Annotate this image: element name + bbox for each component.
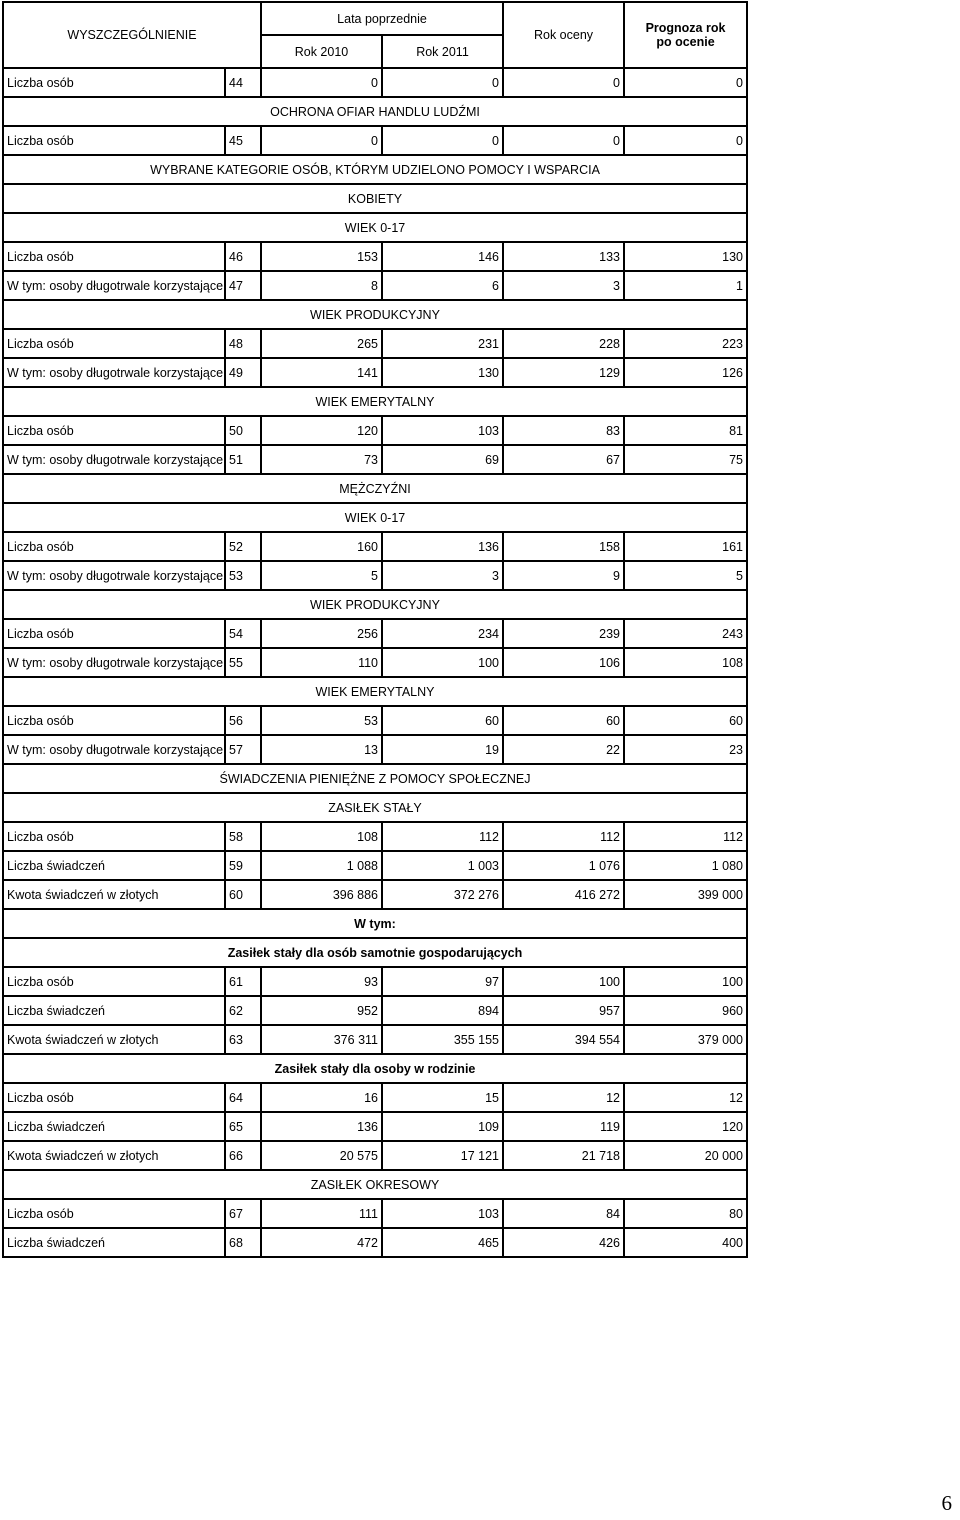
row-label: Liczba świadczeń (3, 1228, 225, 1257)
value-2010: 111 (261, 1199, 382, 1228)
value-assessment-year: 60 (503, 706, 624, 735)
row-number: 53 (225, 561, 261, 590)
value-2011: 109 (382, 1112, 503, 1141)
value-2011: 146 (382, 242, 503, 271)
row-number: 54 (225, 619, 261, 648)
value-2010: 396 886 (261, 880, 382, 909)
value-assessment-year: 21 718 (503, 1141, 624, 1170)
value-assessment-year: 3 (503, 271, 624, 300)
section-heading: OCHRONA OFIAR HANDLU LUDŹMI (3, 97, 747, 126)
value-2011: 130 (382, 358, 503, 387)
value-2011: 15 (382, 1083, 503, 1112)
value-assessment-year: 129 (503, 358, 624, 387)
value-2010: 120 (261, 416, 382, 445)
row-label: Kwota świadczeń w złotych (3, 1141, 225, 1170)
row-number: 51 (225, 445, 261, 474)
table-row (3, 1025, 747, 1054)
value-2011: 100 (382, 648, 503, 677)
section-row (3, 155, 747, 184)
value-2011: 19 (382, 735, 503, 764)
row-number: 64 (225, 1083, 261, 1112)
value-assessment-year: 0 (503, 126, 624, 155)
row-number: 58 (225, 822, 261, 851)
section-row (3, 184, 747, 213)
table-body (3, 68, 747, 1257)
table-row (3, 1199, 747, 1228)
table-row (3, 1112, 747, 1141)
value-2010: 108 (261, 822, 382, 851)
row-label: W tym: osoby długotrwale korzystające (3, 445, 225, 474)
row-number: 56 (225, 706, 261, 735)
value-assessment-year: 394 554 (503, 1025, 624, 1054)
row-label: Kwota świadczeń w złotych (3, 880, 225, 909)
section-heading: WIEK 0-17 (3, 503, 747, 532)
value-2010: 20 575 (261, 1141, 382, 1170)
value-forecast: 5 (624, 561, 747, 590)
value-forecast: 1 (624, 271, 747, 300)
table-row (3, 242, 747, 271)
value-assessment-year: 12 (503, 1083, 624, 1112)
section-row (3, 213, 747, 242)
section-row (3, 503, 747, 532)
value-forecast: 120 (624, 1112, 747, 1141)
value-2010: 141 (261, 358, 382, 387)
row-label: Liczba osób (3, 1083, 225, 1112)
table-row (3, 851, 747, 880)
value-2010: 5 (261, 561, 382, 590)
value-2011: 0 (382, 126, 503, 155)
section-row (3, 1054, 747, 1083)
value-assessment-year: 83 (503, 416, 624, 445)
row-number: 59 (225, 851, 261, 880)
section-row (3, 909, 747, 938)
row-number: 66 (225, 1141, 261, 1170)
value-assessment-year: 100 (503, 967, 624, 996)
value-forecast: 243 (624, 619, 747, 648)
row-label: Liczba osób (3, 619, 225, 648)
value-forecast: 112 (624, 822, 747, 851)
table-row (3, 1141, 747, 1170)
value-2011: 103 (382, 416, 503, 445)
table-row (3, 126, 747, 155)
value-assessment-year: 1 076 (503, 851, 624, 880)
header-assessment-year: Rok oceny (503, 2, 624, 68)
value-2010: 13 (261, 735, 382, 764)
value-2011: 136 (382, 532, 503, 561)
row-label: Liczba osób (3, 329, 225, 358)
row-number: 48 (225, 329, 261, 358)
section-heading: ZASIŁEK STAŁY (3, 793, 747, 822)
value-forecast: 161 (624, 532, 747, 561)
row-label: Liczba świadczeń (3, 1112, 225, 1141)
value-2011: 894 (382, 996, 503, 1025)
table-row (3, 619, 747, 648)
value-assessment-year: 9 (503, 561, 624, 590)
row-number: 45 (225, 126, 261, 155)
value-2010: 1 088 (261, 851, 382, 880)
row-label: Kwota świadczeń w złotych (3, 1025, 225, 1054)
value-assessment-year: 158 (503, 532, 624, 561)
header-year-2011: Rok 2011 (382, 35, 503, 68)
value-2010: 136 (261, 1112, 382, 1141)
row-number: 50 (225, 416, 261, 445)
table-header (3, 2, 747, 68)
section-heading: Zasiłek stały dla osoby w rodzinie (3, 1054, 747, 1083)
table-row (3, 561, 747, 590)
section-heading: WIEK PRODUKCYJNY (3, 590, 747, 619)
value-forecast: 130 (624, 242, 747, 271)
row-label: Liczba osób (3, 242, 225, 271)
section-heading: WIEK EMERYTALNY (3, 677, 747, 706)
value-2010: 376 311 (261, 1025, 382, 1054)
row-label: Liczba osób (3, 532, 225, 561)
row-number: 63 (225, 1025, 261, 1054)
page-number: 6 (941, 1491, 952, 1515)
row-number: 55 (225, 648, 261, 677)
row-number: 52 (225, 532, 261, 561)
header-forecast-line1: Prognoza rok (645, 21, 726, 35)
value-forecast: 60 (624, 706, 747, 735)
value-assessment-year: 957 (503, 996, 624, 1025)
header-previous-years: Lata poprzednie (261, 2, 503, 35)
value-2011: 60 (382, 706, 503, 735)
table-row (3, 967, 747, 996)
value-2010: 16 (261, 1083, 382, 1112)
value-forecast: 75 (624, 445, 747, 474)
value-forecast: 399 000 (624, 880, 747, 909)
value-forecast: 960 (624, 996, 747, 1025)
value-forecast: 81 (624, 416, 747, 445)
row-label: W tym: osoby długotrwale korzystające (3, 735, 225, 764)
value-assessment-year: 228 (503, 329, 624, 358)
section-heading: ZASIŁEK OKRESOWY (3, 1170, 747, 1199)
value-forecast: 379 000 (624, 1025, 747, 1054)
value-2011: 1 003 (382, 851, 503, 880)
row-label: Liczba osób (3, 822, 225, 851)
report-table (2, 1, 748, 1258)
row-number: 44 (225, 68, 261, 97)
value-forecast: 1 080 (624, 851, 747, 880)
value-assessment-year: 0 (503, 68, 624, 97)
row-label: Liczba osób (3, 416, 225, 445)
row-number: 60 (225, 880, 261, 909)
section-row (3, 300, 747, 329)
row-number: 61 (225, 967, 261, 996)
value-2011: 97 (382, 967, 503, 996)
table-row (3, 996, 747, 1025)
value-forecast: 0 (624, 126, 747, 155)
row-number: 65 (225, 1112, 261, 1141)
value-forecast: 223 (624, 329, 747, 358)
value-2010: 110 (261, 648, 382, 677)
table-row (3, 68, 747, 97)
value-2011: 3 (382, 561, 503, 590)
header-year-2010: Rok 2010 (261, 35, 382, 68)
value-2011: 112 (382, 822, 503, 851)
section-row (3, 474, 747, 503)
value-2010: 0 (261, 126, 382, 155)
row-label: Liczba osób (3, 68, 225, 97)
section-row (3, 764, 747, 793)
row-number: 67 (225, 1199, 261, 1228)
value-2011: 465 (382, 1228, 503, 1257)
row-label: W tym: osoby długotrwale korzystające (3, 358, 225, 387)
table-row (3, 358, 747, 387)
value-2011: 231 (382, 329, 503, 358)
row-label: Liczba osób (3, 706, 225, 735)
row-label: W tym: osoby długotrwale korzystające (3, 271, 225, 300)
row-label: Liczba osób (3, 967, 225, 996)
section-heading: Zasiłek stały dla osób samotnie gospodarujących (3, 938, 747, 967)
value-forecast: 108 (624, 648, 747, 677)
value-2011: 69 (382, 445, 503, 474)
value-forecast: 80 (624, 1199, 747, 1228)
value-forecast: 126 (624, 358, 747, 387)
value-2010: 53 (261, 706, 382, 735)
section-heading: ŚWIADCZENIA PIENIĘŻNE Z POMOCY SPOŁECZNEJ (3, 764, 747, 793)
value-2010: 73 (261, 445, 382, 474)
value-2010: 160 (261, 532, 382, 561)
header-forecast (624, 2, 747, 68)
value-forecast: 20 000 (624, 1141, 747, 1170)
table-row (3, 735, 747, 764)
section-heading: MĘŻCZYŹNI (3, 474, 747, 503)
table-row (3, 445, 747, 474)
section-heading: WYBRANE KATEGORIE OSÓB, KTÓRYM UDZIELONO POMOCY I WSPARCIA (3, 155, 747, 184)
value-forecast: 0 (624, 68, 747, 97)
section-heading: W tym: (3, 909, 747, 938)
value-forecast: 12 (624, 1083, 747, 1112)
table-row (3, 822, 747, 851)
header-forecast-line2: po ocenie (656, 35, 715, 49)
row-label: Liczba osób (3, 126, 225, 155)
row-label: Liczba osób (3, 1199, 225, 1228)
row-number: 49 (225, 358, 261, 387)
row-label: Liczba świadczeń (3, 996, 225, 1025)
table-row (3, 706, 747, 735)
value-2010: 256 (261, 619, 382, 648)
row-label: W tym: osoby długotrwale korzystające (3, 561, 225, 590)
value-assessment-year: 106 (503, 648, 624, 677)
value-forecast: 100 (624, 967, 747, 996)
table-row (3, 271, 747, 300)
value-assessment-year: 133 (503, 242, 624, 271)
table-row (3, 880, 747, 909)
value-assessment-year: 416 272 (503, 880, 624, 909)
row-number: 62 (225, 996, 261, 1025)
header-description: WYSZCZEGÓLNIENIE (3, 2, 261, 68)
value-2011: 0 (382, 68, 503, 97)
row-number: 47 (225, 271, 261, 300)
table-row (3, 329, 747, 358)
row-label: W tym: osoby długotrwale korzystające (3, 648, 225, 677)
table-row (3, 1083, 747, 1112)
value-2010: 8 (261, 271, 382, 300)
table-row (3, 532, 747, 561)
value-2011: 372 276 (382, 880, 503, 909)
table-row (3, 648, 747, 677)
row-number: 68 (225, 1228, 261, 1257)
section-heading: KOBIETY (3, 184, 747, 213)
value-2011: 103 (382, 1199, 503, 1228)
section-row (3, 590, 747, 619)
value-2011: 6 (382, 271, 503, 300)
value-2010: 265 (261, 329, 382, 358)
section-row (3, 938, 747, 967)
value-2011: 355 155 (382, 1025, 503, 1054)
value-2011: 17 121 (382, 1141, 503, 1170)
row-number: 57 (225, 735, 261, 764)
value-2011: 234 (382, 619, 503, 648)
section-heading: WIEK 0-17 (3, 213, 747, 242)
value-assessment-year: 119 (503, 1112, 624, 1141)
value-forecast: 400 (624, 1228, 747, 1257)
section-row (3, 793, 747, 822)
value-2010: 153 (261, 242, 382, 271)
row-label: Liczba świadczeń (3, 851, 225, 880)
section-row (3, 387, 747, 416)
table-row (3, 1228, 747, 1257)
value-2010: 0 (261, 68, 382, 97)
section-row (3, 97, 747, 126)
table-row (3, 416, 747, 445)
section-row (3, 1170, 747, 1199)
section-heading: WIEK EMERYTALNY (3, 387, 747, 416)
value-assessment-year: 426 (503, 1228, 624, 1257)
value-assessment-year: 22 (503, 735, 624, 764)
value-assessment-year: 239 (503, 619, 624, 648)
value-2010: 472 (261, 1228, 382, 1257)
value-2010: 93 (261, 967, 382, 996)
value-assessment-year: 67 (503, 445, 624, 474)
section-heading: WIEK PRODUKCYJNY (3, 300, 747, 329)
value-forecast: 23 (624, 735, 747, 764)
value-assessment-year: 112 (503, 822, 624, 851)
value-2010: 952 (261, 996, 382, 1025)
value-assessment-year: 84 (503, 1199, 624, 1228)
section-row (3, 677, 747, 706)
row-number: 46 (225, 242, 261, 271)
